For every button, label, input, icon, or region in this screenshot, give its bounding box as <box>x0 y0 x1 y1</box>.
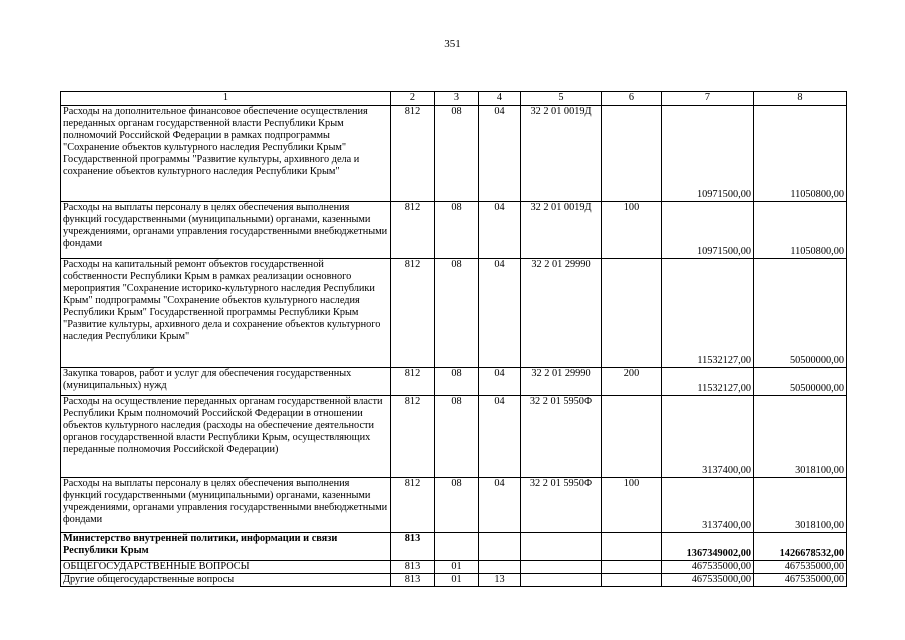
cell-amount-year-2: 1426678532,00 <box>754 533 847 561</box>
row-description: Другие общегосударственные вопросы <box>61 574 391 587</box>
table-row <box>61 478 847 533</box>
cell-amount-year-1: 10971500,00 <box>662 106 754 202</box>
cell-amount-year-1: 3137400,00 <box>662 478 754 533</box>
cell-target-article <box>521 561 602 574</box>
cell-expense-type <box>602 561 662 574</box>
cell-amount-year-2: 467535000,00 <box>754 561 847 574</box>
column-header: 3 <box>435 92 479 106</box>
column-header: 7 <box>662 92 754 106</box>
cell-target-article: 32 2 01 5950Ф <box>521 396 602 478</box>
page-number: 351 <box>444 38 461 50</box>
cell-amount-year-2: 3018100,00 <box>754 478 847 533</box>
cell-amount-year-1: 11532127,00 <box>662 368 754 396</box>
table-row <box>61 202 847 259</box>
cell-amount-year-2: 11050800,00 <box>754 202 847 259</box>
cell-amount-year-2: 50500000,00 <box>754 368 847 396</box>
cell-subsection: 04 <box>479 259 521 368</box>
cell-section <box>435 533 479 561</box>
cell-subsection <box>479 533 521 561</box>
cell-amount-year-2: 50500000,00 <box>754 259 847 368</box>
cell-amount-year-1: 3137400,00 <box>662 396 754 478</box>
budget-table <box>60 91 847 587</box>
cell-expense-type <box>602 574 662 587</box>
cell-amount-year-1: 11532127,00 <box>662 259 754 368</box>
column-header: 2 <box>391 92 435 106</box>
column-header: 4 <box>479 92 521 106</box>
row-description: Министерство внутренней политики, информации и связи Республики Крым <box>61 533 391 561</box>
table-row <box>61 396 847 478</box>
cell-amount-year-1: 467535000,00 <box>662 561 754 574</box>
cell-expense-type: 100 <box>602 478 662 533</box>
cell-target-article <box>521 574 602 587</box>
cell-ministry-code: 812 <box>391 396 435 478</box>
cell-subsection: 04 <box>479 202 521 259</box>
cell-amount-year-1: 467535000,00 <box>662 574 754 587</box>
column-header: 5 <box>521 92 602 106</box>
cell-subsection <box>479 561 521 574</box>
cell-section: 08 <box>435 259 479 368</box>
cell-subsection: 04 <box>479 106 521 202</box>
cell-subsection: 04 <box>479 478 521 533</box>
table-row <box>61 259 847 368</box>
cell-expense-type <box>602 259 662 368</box>
cell-target-article: 32 2 01 29990 <box>521 259 602 368</box>
row-description: Расходы на выплаты персоналу в целях обеспечения выполнения функций государственными (муниципальными) органами, казенными учреждениями, органами управления государственными внебюджетными фондами <box>61 478 391 533</box>
cell-subsection: 04 <box>479 396 521 478</box>
cell-target-article <box>521 533 602 561</box>
row-description: Расходы на дополнительное финансовое обеспечение осуществления переданных органам государственной власти Республики Крым полномочий Российской Федерации в рамках подпрограммы "Сохранение объектов культурного наследия Республики Крым" Государственной программы "Развитие культуры, архивного дела и сохранение объектов культурного наследия Республики Крым" <box>61 106 391 202</box>
cell-target-article: 32 2 01 29990 <box>521 368 602 396</box>
cell-ministry-code: 813 <box>391 574 435 587</box>
row-description: Закупка товаров, работ и услуг для обеспечения государственных (муниципальных) нужд <box>61 368 391 396</box>
cell-expense-type: 100 <box>602 202 662 259</box>
cell-expense-type <box>602 533 662 561</box>
table-header-row <box>61 92 847 106</box>
cell-expense-type <box>602 396 662 478</box>
table-row <box>61 106 847 202</box>
cell-amount-year-1: 1367349002,00 <box>662 533 754 561</box>
cell-expense-type: 200 <box>602 368 662 396</box>
cell-target-article: 32 2 01 0019Д <box>521 106 602 202</box>
table-row <box>61 561 847 574</box>
cell-ministry-code: 813 <box>391 561 435 574</box>
cell-section: 08 <box>435 396 479 478</box>
cell-section: 08 <box>435 202 479 259</box>
cell-amount-year-2: 3018100,00 <box>754 396 847 478</box>
table-row <box>61 368 847 396</box>
cell-amount-year-2: 467535000,00 <box>754 574 847 587</box>
cell-expense-type <box>602 106 662 202</box>
cell-amount-year-1: 10971500,00 <box>662 202 754 259</box>
cell-amount-year-2: 11050800,00 <box>754 106 847 202</box>
row-description: Расходы на выплаты персоналу в целях обеспечения выполнения функций государственными (муниципальными) органами, казенными учреждениями, органами управления государственными внебюджетными фондами <box>61 202 391 259</box>
cell-ministry-code: 813 <box>391 533 435 561</box>
cell-target-article: 32 2 01 5950Ф <box>521 478 602 533</box>
cell-ministry-code: 812 <box>391 368 435 396</box>
column-header: 1 <box>61 92 391 106</box>
column-header: 8 <box>754 92 847 106</box>
cell-target-article: 32 2 01 0019Д <box>521 202 602 259</box>
cell-subsection: 13 <box>479 574 521 587</box>
cell-section: 08 <box>435 368 479 396</box>
cell-ministry-code: 812 <box>391 478 435 533</box>
cell-section: 08 <box>435 106 479 202</box>
table-row <box>61 533 847 561</box>
row-description: Расходы на капитальный ремонт объектов государственной собственности Республики Крым в рамках реализации основного мероприятия "Сохранение историко-культурного наследия Республики Крым" подпрограммы "Сохранение объектов культурного наследия Республики Крым" Государственной программы Республики Крым "Развитие культуры, архивного дела и сохранение объектов культурного наследия Республики Крым" <box>61 259 391 368</box>
row-description: ОБЩЕГОСУДАРСТВЕННЫЕ ВОПРОСЫ <box>61 561 391 574</box>
row-description: Расходы на осуществление переданных органам государственной власти Республики Крым полномочий Российской Федерации в отношении объектов культурного наследия (расходы на обеспечение деятельности органов государственной власти Республики Крым, осуществляющих переданные полномочия Российской Федерации) <box>61 396 391 478</box>
cell-ministry-code: 812 <box>391 202 435 259</box>
table-row <box>61 574 847 587</box>
cell-ministry-code: 812 <box>391 106 435 202</box>
cell-ministry-code: 812 <box>391 259 435 368</box>
cell-section: 08 <box>435 478 479 533</box>
cell-section: 01 <box>435 561 479 574</box>
cell-section: 01 <box>435 574 479 587</box>
column-header: 6 <box>602 92 662 106</box>
cell-subsection: 04 <box>479 368 521 396</box>
